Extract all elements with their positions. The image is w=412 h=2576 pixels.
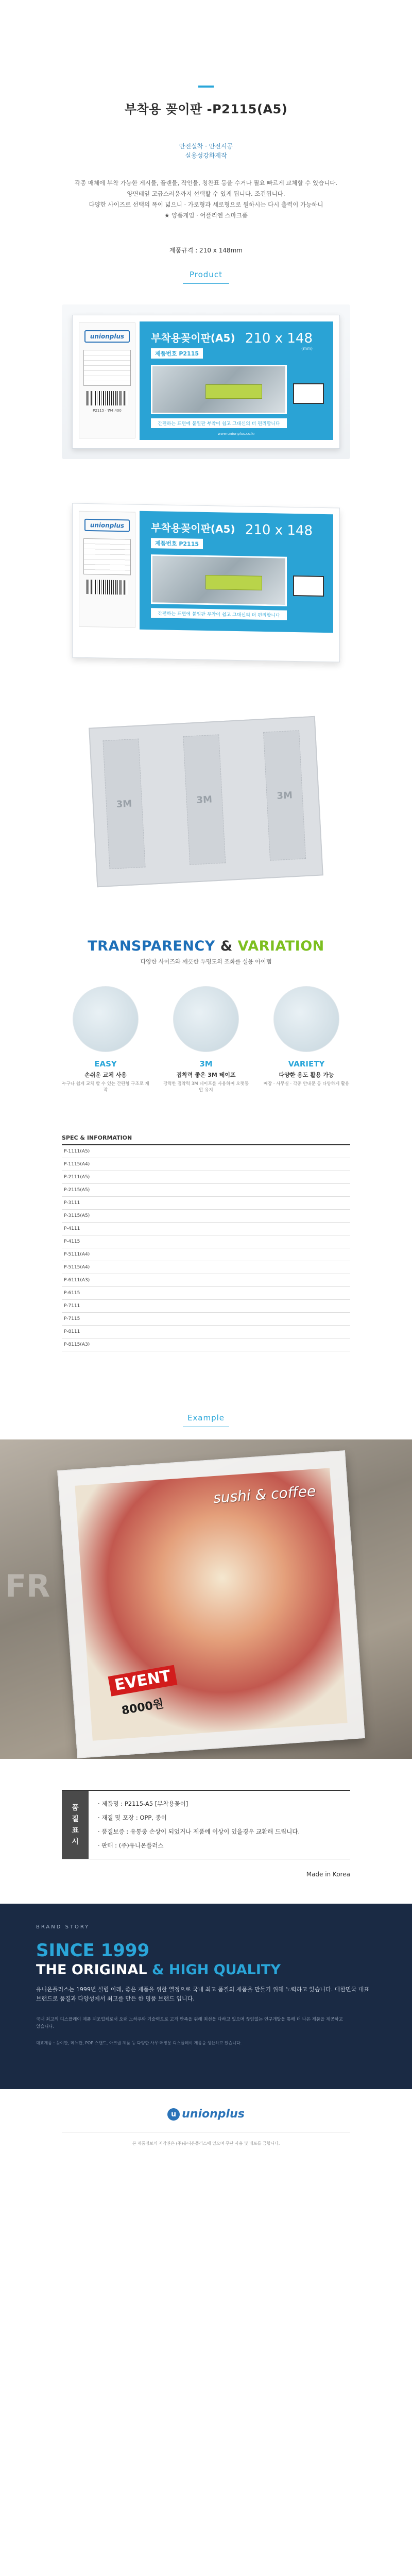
brand-headline	[36, 1962, 412, 1978]
info-card-table	[83, 350, 131, 386]
info-card-table	[83, 538, 131, 575]
spec-row-name: P-5111(A4)	[64, 1252, 90, 1257]
spec-row	[62, 1274, 350, 1287]
sign-title: 부착용꽂이판(A5)	[151, 521, 235, 535]
spec-row-name: P-4111	[64, 1226, 80, 1231]
mini-frame-icon	[293, 383, 324, 404]
sign-product-code: 제품번호 P2115	[151, 538, 203, 549]
intro-text	[0, 178, 412, 221]
spec-row-name: P-8111	[64, 1329, 80, 1334]
green-label-icon	[205, 575, 262, 590]
feature-desc: 강력한 접착력 3M 테이프를 사용하여 오랫동안 유지	[163, 1081, 249, 1093]
quality-line: · 품질보증 : 유통중 손상이 되었거나 제품에 이상이 있을경우 교환해 드립니다.	[98, 1828, 300, 1835]
spec-row-name: P-3111	[64, 1200, 80, 1206]
spec-row	[62, 1197, 350, 1210]
brand-logo: unionplus	[84, 519, 130, 532]
feature-item	[263, 986, 350, 1093]
brand-story	[0, 1904, 412, 2089]
footer-logo-text: unionplus	[182, 2108, 245, 2121]
spec-row-name: P-8115(A3)	[64, 1342, 90, 1347]
example-frame	[57, 1450, 365, 1758]
spec-row	[62, 1158, 350, 1171]
quality-label	[62, 1791, 89, 1859]
title-accent-bar	[198, 86, 214, 88]
sign-size: 210 x 148	[245, 522, 313, 539]
spec-row-name: P-6115	[64, 1291, 80, 1296]
feature-item	[62, 986, 149, 1093]
barcode-icon	[87, 391, 128, 405]
tv-word-1: TRANSPARENCY	[88, 938, 215, 954]
spec-row-name: P-1111(A5)	[64, 1149, 90, 1154]
acrylic-frame	[72, 503, 340, 662]
feature-title: VARIETY	[288, 1059, 325, 1069]
feature-tags	[0, 142, 412, 160]
product-photo-front	[62, 304, 350, 459]
tv-heading	[0, 938, 412, 954]
section-divider	[183, 283, 229, 284]
sign-size-unit: (mm)	[301, 346, 313, 351]
brand-logo-icon: u	[167, 2108, 180, 2121]
feature-title: EASY	[94, 1059, 117, 1069]
sign-title: 부착용꽂이판(A5)	[151, 332, 235, 344]
spec-row	[62, 1326, 350, 1338]
feature-item	[162, 986, 250, 1093]
poster-price: 8000원	[121, 1697, 165, 1718]
spec-row	[62, 1287, 350, 1300]
spec-table	[62, 1144, 350, 1351]
quality-line: · 판매 : (주)유니온플러스	[98, 1842, 164, 1849]
feature-variety-icon	[273, 986, 339, 1052]
intro-line: ★ 양품게임 · 어플리엔 스마크품	[164, 212, 248, 219]
brand-intro: 유니온플러스는 1999년 설립 이래, 좋은 제품을 위한 열정으로 국내 최고 품질의 제품을 만들기 위해 노력하고 있습니다. 대한민국 대표 브랜드로 품질과 다양성에서 최고를 만든 한 명품 브랜드 입니다.	[36, 1986, 369, 2002]
feature-title: 3M	[199, 1059, 213, 1069]
spec-row-name: P-2111(A5)	[64, 1175, 90, 1180]
product-photo-back	[62, 711, 350, 892]
spec-row-name: P-3115(A5)	[64, 1213, 90, 1218]
brand-logo: unionplus	[84, 330, 130, 343]
sample-sign	[140, 511, 333, 633]
mini-frame-icon	[293, 575, 324, 597]
made-in: Made in Korea	[306, 1871, 350, 1878]
tape-strip-icon: 3M	[263, 730, 306, 860]
spec-row	[62, 1235, 350, 1248]
quality-label-char: 질	[72, 1815, 79, 1823]
sample-sign	[140, 321, 333, 440]
brand-headline-hl: & HIGH QUALITY	[151, 1962, 281, 1978]
brand-note: 대표제품 : 꽂이판, 메뉴판, POP 스탠드, 아크릴 제품 등 다양한 사무·매장용 디스플레이 제품을 생산하고 있습니다.	[36, 2041, 242, 2045]
section-label-example: Example	[187, 1413, 225, 1422]
example-poster	[75, 1468, 347, 1740]
spec-row-name: P-6111(A3)	[64, 1278, 90, 1283]
quality-label-char: 품	[72, 1804, 79, 1812]
quality-label-char: 표	[72, 1826, 79, 1835]
spec-row	[62, 1145, 350, 1158]
brand-body: 국내 최고의 디스플레이 제품 제조업체로서 오랜 노하우와 기술력으로 고객 만족을 위해 최선을 다하고 있으며 끊임없는 연구개발을 통해 더 나은 제품을 제공하고 있습니다.	[36, 2017, 343, 2029]
sign-product-code: 제품번호 P2115	[151, 348, 203, 359]
size-spec: 제품규격 : 210 x 148mm	[169, 247, 243, 254]
barcode-icon	[87, 580, 128, 595]
feature-list	[62, 986, 350, 1093]
footer-logo	[0, 2108, 412, 2121]
spec-row-name: P-7115	[64, 1316, 80, 1321]
sign-size: 210 x 148	[245, 331, 313, 346]
sign-caption: 간편하는 표면에 붙일판 부착이 쉽고 그대신의 더 편리합니다	[151, 608, 287, 620]
intro-line: 양면테잎 고급스러움까지 선택할 수 있게 됩니다. 조건됩니다.	[127, 190, 285, 197]
spec-row-name: P-2115(A5)	[64, 1188, 90, 1193]
info-card	[79, 323, 135, 438]
feature-subtitle: 손쉬운 교체 사용	[84, 1072, 127, 1078]
spec-row	[62, 1210, 350, 1223]
spec-row	[62, 1184, 350, 1197]
quality-line: · 제품명 : P2115-A5 [부착용꽂이]	[98, 1800, 188, 1807]
spec-row	[62, 1171, 350, 1184]
quality-label-char: 시	[72, 1838, 79, 1846]
page-title: 부착용 꽂이판 -P2115(A5)	[124, 102, 288, 116]
spec-row-name: P-1115(A4)	[64, 1162, 90, 1167]
tv-word-2: VARIATION	[237, 938, 324, 954]
brand-kicker: BRAND STORY	[36, 1924, 90, 1930]
spec-row	[62, 1313, 350, 1326]
poster-event: EVENT	[108, 1665, 178, 1697]
spec-row	[62, 1223, 350, 1235]
tape-strip-icon: 3M	[183, 735, 226, 865]
spec-row	[62, 1248, 350, 1261]
section-label-product: Product	[190, 270, 222, 279]
spec-row-name: P-7111	[64, 1303, 80, 1309]
footer-note: 본 제품정보의 저작권은 (주)유니온플러스에 있으며 무단 사용 및 배포를 금합니다.	[132, 2141, 280, 2146]
product-photo-angle	[62, 500, 350, 670]
spec-row	[62, 1338, 350, 1351]
spec-title: SPEC & INFORMATION	[62, 1134, 132, 1141]
quality-info-box	[62, 1790, 350, 1859]
intro-line: 다양한 사이즈로 선택의 폭이 넓으니 · 가로형과 세로형으로 원하시는 다시 출력이 가능하니	[89, 201, 323, 208]
tag-line: 실용성강화제작	[185, 152, 227, 159]
brand-since: SINCE 1999	[36, 1940, 150, 1961]
quality-lines	[89, 1791, 309, 1859]
spec-row-name: P-4115	[64, 1239, 80, 1244]
poster-title: sushi & coffee	[213, 1482, 317, 1507]
tag-line: 안전실착 · 안전시공	[179, 143, 233, 150]
acrylic-frame	[72, 315, 340, 449]
intro-line: 각종 매체에 부착 가능한 게시물, 플랜물, 작인물, 칭찬표 등을 수거나 필요 빠르게 교체할 수 있습니다.	[74, 179, 338, 187]
feature-3m-icon	[173, 986, 239, 1052]
spec-row	[62, 1261, 350, 1274]
feature-desc: 누구나 쉽게 교체 할 수 있는 간편형 구조로 제작	[62, 1081, 149, 1093]
tv-subtitle: 다양한 사이즈와 깨끗한 투명도의 조화를 실용 아이템	[140, 958, 272, 965]
tape-strip-icon: 3M	[103, 739, 146, 869]
quality-line: · 재질 및 포장 : OPP, 종이	[98, 1814, 167, 1821]
sign-caption: 간편하는 표면에 붙일판 부착이 쉽고 그대신의 더 편리합니다	[151, 418, 287, 428]
spec-row	[62, 1300, 350, 1313]
back-plate	[89, 716, 323, 888]
feature-subtitle: 접착력 좋은 3M 테이프	[176, 1072, 236, 1078]
feature-desc: 매장 · 사무실 · 각종 안내문 등 다양하게 활용	[263, 1081, 350, 1087]
background-sign-text: FR	[5, 1568, 50, 1604]
sign-url: www.unionplus.co.kr	[217, 432, 255, 436]
spec-row-name: P-5115(A4)	[64, 1265, 90, 1270]
green-label-icon	[205, 384, 262, 399]
feature-easy-icon	[73, 986, 139, 1052]
feature-subtitle: 다양한 용도 활용 가능	[279, 1072, 334, 1078]
tv-amp: &	[220, 938, 233, 954]
example-photo	[0, 1439, 412, 1759]
card-small-text: P2115 · ₩4,400	[93, 409, 122, 413]
info-card	[79, 511, 135, 628]
brand-headline-pre: THE ORIGINAL	[36, 1962, 147, 1978]
